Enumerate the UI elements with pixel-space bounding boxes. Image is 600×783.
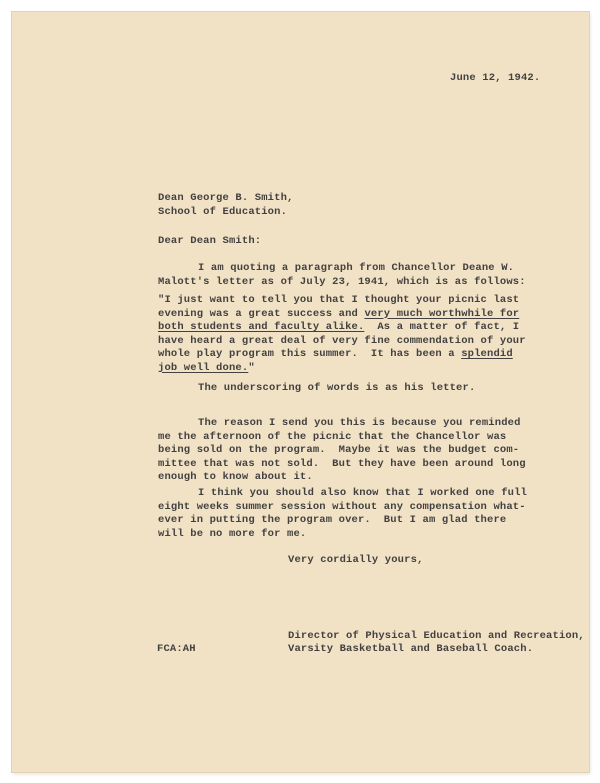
body-line: ever in putting the program over. But I am glad there — [158, 514, 507, 526]
letter-sheet — [12, 12, 589, 772]
quote-line — [158, 348, 526, 362]
quote-text: whole play program this summer. It has been a — [158, 348, 462, 360]
body-line: mittee that was not sold. But they have been around long — [158, 457, 526, 470]
signature-title-line-2: Varsity Basketball and Baseball Coach. — [288, 643, 534, 655]
underscoring-note: The underscoring of words is as his letter. — [198, 382, 476, 394]
quote-line — [158, 308, 526, 322]
underlined-phrase: splendid — [461, 348, 513, 360]
body-line: I think you should also know that I worked one full — [198, 487, 528, 499]
body-paragraph-3 — [158, 487, 527, 541]
body-line: eight weeks summer session without any compensation what- — [158, 500, 526, 513]
quote-line: have heard a great deal of very fine commendation of your — [158, 334, 526, 347]
body-line: The reason I send you this is because you reminded — [198, 417, 521, 429]
body-line: me the afternoon of the picnic that the Chancellor was — [158, 430, 507, 443]
quote-line — [158, 321, 526, 335]
typist-initials: FCA:AH — [157, 643, 196, 655]
addressee-name: Dean George B. Smith, — [158, 192, 294, 204]
underlined-phrase: very much worthwhile for — [364, 307, 520, 320]
letter-date: June 12, 1942. — [450, 72, 541, 84]
quote-line — [158, 362, 526, 376]
intro-paragraph — [158, 262, 526, 289]
body-paragraph-2 — [158, 417, 526, 485]
signature-title-line-1: Director of Physical Education and Recreation, — [288, 630, 585, 642]
quote-line: "I just want to tell you that I thought your picnic last — [158, 294, 520, 306]
underlined-phrase: both students and faculty alike. — [158, 321, 365, 333]
body-line: will be no more for me. — [158, 527, 307, 540]
body-line: being sold on the program. Maybe it was the budget com- — [158, 444, 520, 456]
underlined-phrase: job well done. — [158, 361, 249, 374]
quoted-paragraph — [158, 294, 526, 375]
closing: Very cordially yours, — [288, 554, 424, 566]
intro-line: I am quoting a paragraph from Chancellor Deane W. — [198, 262, 515, 274]
salutation: Dear Dean Smith: — [158, 235, 262, 247]
body-line: enough to know about it. — [158, 471, 313, 483]
quote-text: As a matter of fact, I — [364, 321, 520, 333]
quote-text: " — [248, 361, 255, 374]
intro-line: Malott's letter as of July 23, 1941, which is as follows: — [158, 275, 526, 288]
addressee-department: School of Education. — [158, 206, 288, 218]
quote-text: evening was a great success and — [158, 307, 365, 320]
